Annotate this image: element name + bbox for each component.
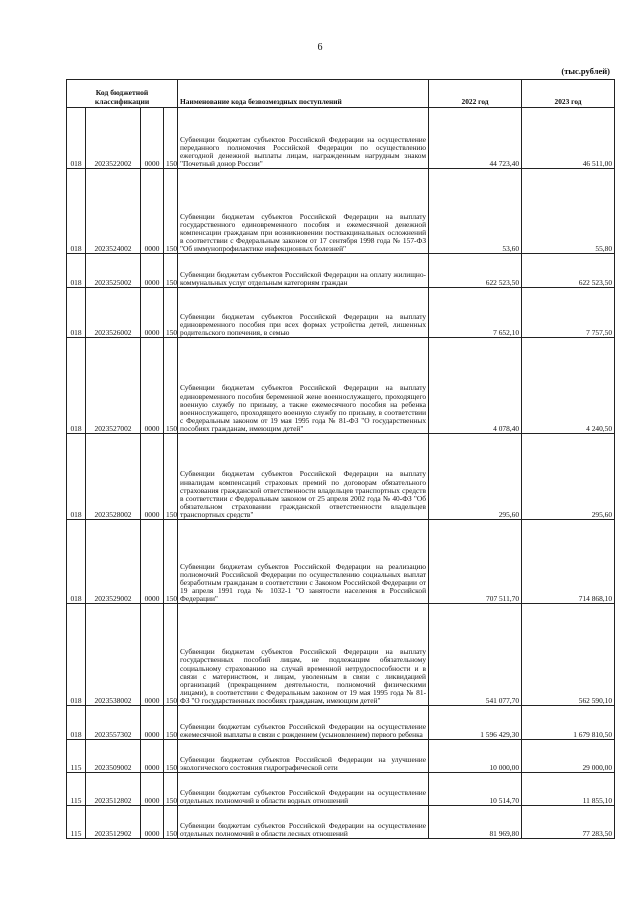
admin-code-cell: 018: [67, 338, 86, 434]
program-code-cell: 0000: [141, 288, 164, 338]
header-year-2023: 2023 год: [522, 80, 615, 108]
budget-code-cell: 2023512902: [86, 806, 141, 839]
budget-code-cell: 2023528002: [86, 434, 141, 520]
table-row: [67, 169, 615, 254]
amount-2022-cell: 295,60: [429, 434, 522, 520]
budget-code-cell: 2023512802: [86, 773, 141, 806]
admin-code-cell: 115: [67, 773, 86, 806]
kosgu-code-cell: 150: [164, 169, 178, 254]
budget-code-cell: 2023538002: [86, 604, 141, 706]
revenue-name-cell: Субвенции бюджетам субъектов Российской Федерации на выплату инвалидам компенсаций страховых премий по договорам обязательного страхования гражданской ответственности владельцев транспортных средств в соответствии с Федеральным законом от 25 апреля 2002 года № 40-ФЗ "Об обязательном страховании гражданской ответственности владельцев транспортных средств": [178, 434, 429, 520]
table-row: [67, 773, 615, 806]
table-row: [67, 108, 615, 169]
amount-2022-cell: 4 078,40: [429, 338, 522, 434]
amount-2023-cell: 4 240,50: [522, 338, 615, 434]
kosgu-code-cell: 150: [164, 806, 178, 839]
revenue-name-cell: Субвенции бюджетам субъектов Российской Федерации на оплату жилищно-коммунальных услуг отдельным категориям граждан: [178, 254, 429, 288]
amount-2023-cell: 7 757,50: [522, 288, 615, 338]
budget-code-cell: 2023526002: [86, 288, 141, 338]
budget-code-cell: 2023527002: [86, 338, 141, 434]
kosgu-code-cell: 150: [164, 520, 178, 604]
program-code-cell: 0000: [141, 169, 164, 254]
amount-2022-cell: 7 652,10: [429, 288, 522, 338]
revenue-name-cell: Субвенции бюджетам субъектов Российской Федерации на выплату государственных пособий лицам, не подлежащим обязательному социальному страхованию на случай временной нетрудоспособности и в связи с материнством, и лицам, уволенным в связи с ликвидацией организаций (прекращением деятельности, полномочий физическими лицами), в соответствии с Федеральным законом от 19 мая 1995 года № 81-ФЗ "О государственных пособиях гражданам, имеющим детей": [178, 604, 429, 706]
revenue-name-cell: Субвенции бюджетам субъектов Российской Федерации на выплату единовременного пособия беременной жене военнослужащего, проходящего военную службу по призыву, а также ежемесячного пособия на ребенка военнослужащего, проходящего военную службу по призыву, в соответствии с Федеральным законом от 19 мая 1995 года № 81-ФЗ "О государственных пособиях гражданам, имеющим детей": [178, 338, 429, 434]
admin-code-cell: 018: [67, 288, 86, 338]
table-row: [67, 288, 615, 338]
kosgu-code-cell: 150: [164, 288, 178, 338]
budget-table: [66, 79, 615, 839]
amount-2023-cell: 1 679 810,50: [522, 706, 615, 740]
kosgu-code-cell: 150: [164, 108, 178, 169]
amount-2023-cell: 622 523,50: [522, 254, 615, 288]
revenue-name-cell: Субвенции бюджетам субъектов Российской Федерации на осуществление отдельных полномочий в области водных отношений: [178, 773, 429, 806]
units-label: (тыс.рублей): [561, 66, 610, 76]
amount-2022-cell: 1 596 429,30: [429, 706, 522, 740]
budget-code-cell: 2023524002: [86, 169, 141, 254]
program-code-cell: 0000: [141, 338, 164, 434]
kosgu-code-cell: 150: [164, 338, 178, 434]
header-code-label: Код бюджетной классификации: [67, 80, 178, 108]
amount-2022-cell: 44 723,40: [429, 108, 522, 169]
kosgu-code-cell: 150: [164, 740, 178, 773]
table-row: [67, 706, 615, 740]
revenue-name-cell: Субвенции бюджетам субъектов Российской Федерации на улучшение экологического состояния гидрографической сети: [178, 740, 429, 773]
table-row: [67, 604, 615, 706]
admin-code-cell: 018: [67, 604, 86, 706]
amount-2022-cell: 10 000,00: [429, 740, 522, 773]
revenue-name-cell: Субвенции бюджетам субъектов Российской Федерации на реализацию полномочий Российской Федерации по осуществлению социальных выплат безработным гражданам в соответствии с Законом Российской Федерации от 19 апреля 1991 года № 1032-1 "О занятости населения в Российской Федерации": [178, 520, 429, 604]
kosgu-code-cell: 150: [164, 773, 178, 806]
amount-2023-cell: 562 590,10: [522, 604, 615, 706]
table-row: [67, 806, 615, 839]
amount-2023-cell: 295,60: [522, 434, 615, 520]
program-code-cell: 0000: [141, 434, 164, 520]
budget-code-cell: 2023525002: [86, 254, 141, 288]
kosgu-code-cell: 150: [164, 434, 178, 520]
amount-2022-cell: 622 523,50: [429, 254, 522, 288]
header-year-2022: 2022 год: [429, 80, 522, 108]
table-row: [67, 520, 615, 604]
amount-2023-cell: 29 000,00: [522, 740, 615, 773]
amount-2023-cell: 55,80: [522, 169, 615, 254]
admin-code-cell: 018: [67, 520, 86, 604]
amount-2023-cell: 11 855,10: [522, 773, 615, 806]
kosgu-code-cell: 150: [164, 706, 178, 740]
amount-2022-cell: 707 511,70: [429, 520, 522, 604]
table-row: [67, 338, 615, 434]
amount-2023-cell: 77 283,50: [522, 806, 615, 839]
admin-code-cell: 018: [67, 434, 86, 520]
page-number: 6: [317, 42, 323, 53]
header-name-label: Наименование кода безвозмездных поступлений: [178, 80, 429, 108]
admin-code-cell: 018: [67, 169, 86, 254]
program-code-cell: 0000: [141, 806, 164, 839]
admin-code-cell: 115: [67, 740, 86, 773]
program-code-cell: 0000: [141, 740, 164, 773]
amount-2022-cell: 10 514,70: [429, 773, 522, 806]
revenue-name-cell: Субвенции бюджетам субъектов Российской Федерации на осуществление отдельных полномочий в области лесных отношений: [178, 806, 429, 839]
admin-code-cell: 018: [67, 254, 86, 288]
program-code-cell: 0000: [141, 108, 164, 169]
budget-code-cell: 2023522002: [86, 108, 141, 169]
amount-2023-cell: 714 868,10: [522, 520, 615, 604]
kosgu-code-cell: 150: [164, 604, 178, 706]
table-row: [67, 740, 615, 773]
admin-code-cell: 018: [67, 108, 86, 169]
amount-2022-cell: 81 969,80: [429, 806, 522, 839]
admin-code-cell: 018: [67, 706, 86, 740]
revenue-name-cell: Субвенции бюджетам субъектов Российской Федерации на выплату единовременного пособия при всех формах устройства детей, лишенных родительского попечения, в семью: [178, 288, 429, 338]
program-code-cell: 0000: [141, 706, 164, 740]
table-header-row: [67, 80, 615, 108]
budget-code-cell: 2023509002: [86, 740, 141, 773]
budget-code-cell: 2023557302: [86, 706, 141, 740]
amount-2022-cell: 53,60: [429, 169, 522, 254]
program-code-cell: 0000: [141, 773, 164, 806]
program-code-cell: 0000: [141, 520, 164, 604]
kosgu-code-cell: 150: [164, 254, 178, 288]
program-code-cell: 0000: [141, 254, 164, 288]
revenue-name-cell: Субвенции бюджетам субъектов Российской Федерации на выплату государственного единовременного пособия и ежемесячной денежной компенсации гражданам при возникновении поствакцинальных осложнений в соответствии с Федеральным законом от 17 сентября 1998 года № 157-ФЗ "Об иммунопрофилактике инфекционных болезней": [178, 169, 429, 254]
revenue-name-cell: Субвенции бюджетам субъектов Российской Федерации на осуществление ежемесячной выплаты в связи с рождением (усыновлением) первого ребенка: [178, 706, 429, 740]
program-code-cell: 0000: [141, 604, 164, 706]
amount-2023-cell: 46 511,00: [522, 108, 615, 169]
amount-2022-cell: 541 077,70: [429, 604, 522, 706]
table-row: [67, 254, 615, 288]
revenue-name-cell: Субвенции бюджетам субъектов Российской Федерации на осуществление переданного полномочия Российской Федерации по осуществлению ежегодной денежной выплаты лицам, награжденным нагрудным знаком "Почетный донор России": [178, 108, 429, 169]
admin-code-cell: 115: [67, 806, 86, 839]
table-row: [67, 434, 615, 520]
budget-code-cell: 2023529002: [86, 520, 141, 604]
